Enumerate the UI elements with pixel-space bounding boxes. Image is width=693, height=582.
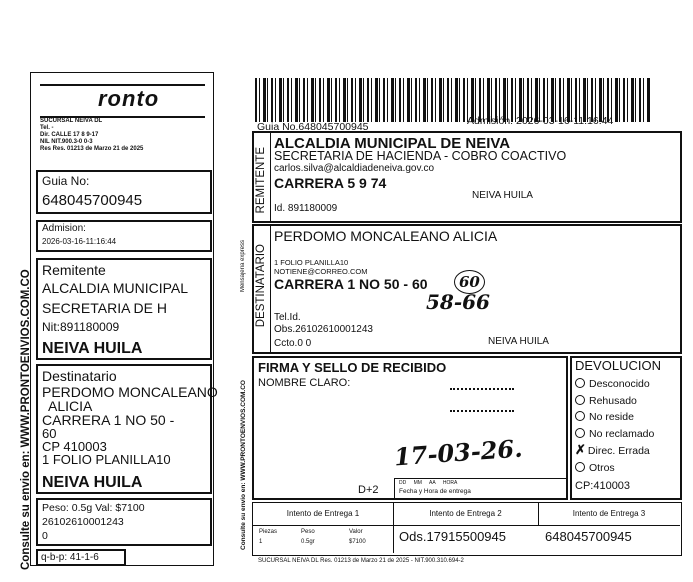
sender-section: [252, 131, 682, 223]
return-option-label: Direc. Errada: [587, 445, 650, 457]
main-side-text-right: Mensajeria express: [240, 240, 246, 293]
sender-dept: SECRETARIA DE HACIENDA - COBRO COACTIVO: [274, 149, 567, 163]
return-option-label: Desconocido: [589, 378, 650, 390]
recipient-line: CP 410003: [42, 439, 107, 454]
hand-circle: 60: [454, 270, 485, 294]
return-option: [575, 393, 654, 410]
recipient-city: NEIVA HUILA: [488, 336, 549, 347]
return-option-label: Rehusado: [589, 394, 637, 407]
recipient-line: PERDOMO MONCALEANO: [42, 384, 218, 400]
recipient-line: ALICIA: [48, 398, 93, 414]
weight-value: 1: [259, 539, 263, 545]
branch-line: Dir. CALLE 17 8 9-17: [40, 132, 99, 138]
admission-label: Admision:: [42, 223, 86, 234]
return-option-label: No reside: [589, 411, 634, 423]
logo-text: ronto: [98, 86, 160, 111]
return-option: [575, 460, 654, 477]
recipient-tab-label: DESTINATARIO: [255, 244, 267, 328]
recipient-ccto: Ccto.0 0: [274, 338, 312, 349]
sender-address: CARRERA 5 9 74: [274, 175, 387, 191]
weight-box: [36, 498, 212, 546]
return-cp: CP:410003: [575, 480, 631, 492]
main-side-text-left: Consulte su envio en: WWW.PRONTOENVIOS.COM.CO: [240, 380, 247, 550]
dplus: D+2: [358, 484, 379, 496]
sender-line: ALCALDIA MUNICIPAL: [42, 280, 189, 296]
company-stamp: [450, 388, 514, 412]
admission-line: Admisión: 2026-03-16-11:16:44: [467, 115, 614, 127]
sender-box: [36, 258, 212, 360]
recipient-obs: Obs.26102610001243: [274, 324, 373, 335]
zero-value: 0: [42, 530, 48, 542]
company-logo: [40, 84, 205, 118]
recipient-line: 60: [42, 426, 57, 441]
date-labels: DD MM AA HORA: [399, 480, 458, 486]
weight-header: Valor: [349, 529, 363, 535]
guide-footer: 648045700945: [545, 529, 632, 544]
return-option: [575, 409, 654, 426]
sender-city: NEIVA HUILA: [42, 340, 143, 357]
attempt-label: Intento de Entrega 2: [429, 509, 502, 518]
weight-value: 0.5gr: [301, 539, 315, 545]
return-option: [575, 442, 654, 460]
attempt-label: Intento de Entrega 1: [286, 509, 360, 518]
sender-email: carlos.silva@alcaldiadeneiva.gov.co: [274, 163, 435, 174]
admission-box: [36, 220, 212, 252]
return-option: [575, 376, 654, 393]
weight-value: Peso: 0.5g Val: $7100: [42, 502, 145, 514]
branch-line: Tel. -: [40, 125, 54, 131]
radio-circle-icon: [575, 428, 585, 438]
return-option-label: Otros: [589, 461, 615, 474]
hand-date: 17-03-26.: [393, 433, 524, 472]
obs-code: 26102610001243: [42, 516, 124, 528]
weight-header: Peso: [301, 529, 315, 535]
admission-value: 2026-03-16-11:16:44: [42, 237, 117, 246]
attempt-label: Intento de Entrega 3: [572, 509, 646, 518]
qbp-value: q-b-p: 41-1-6: [41, 552, 99, 563]
sender-tab-label: REMITENTE: [255, 147, 267, 214]
recipient-box: [36, 364, 218, 494]
return-list: [575, 376, 654, 476]
branch-line: Res Res. 01213 de Marzo 21 de 2025: [40, 146, 144, 152]
radio-circle-icon: [575, 462, 585, 472]
return-option-label: No reclamado: [589, 427, 655, 440]
guide-line: Guia No.648045700945: [257, 121, 369, 133]
recipient-line: CARRERA 1 NO 50 -: [42, 412, 175, 428]
recipient-name: PERDOMO MONCALEANO ALICIA: [274, 228, 498, 244]
weight-value: $7100: [349, 539, 366, 545]
sender-id: Id. 891180009: [274, 203, 338, 214]
attempts-table: [252, 502, 682, 556]
return-title: DEVOLUCION: [575, 358, 661, 373]
branch-line: SUCURSAL NEIVA DL: [40, 118, 103, 124]
recipient-label: Destinatario: [42, 368, 117, 384]
ods-value: Ods.17915500945: [399, 529, 506, 544]
radio-circle-icon: [575, 378, 585, 388]
sender-line: SECRETARIA DE H: [42, 300, 167, 316]
sender-label: Remitente: [42, 262, 106, 278]
left-stub-side-text: Consulte su envio en: WWW.PRONTOENVIOS.COM.CO: [20, 269, 32, 570]
signature-section: [252, 356, 568, 500]
sender-tab: [254, 133, 271, 221]
weight-header: Piezas: [259, 529, 278, 535]
return-option: [575, 426, 654, 443]
recipient-email: NOTIENE@CORREO.COM: [274, 267, 368, 276]
recipient-folio: 1 FOLIO PLANILLA10: [274, 258, 349, 267]
recipient-line: 1 FOLIO PLANILLA10: [42, 452, 171, 467]
date-caption: Fecha y Hora de entrega: [399, 488, 471, 495]
sender-city: NEIVA HUILA: [472, 190, 533, 201]
recipient-tel: Tel.Id.: [274, 312, 301, 323]
qbp-box: [36, 549, 126, 566]
sender-name: ALCALDIA MUNICIPAL DE NEIVA: [274, 135, 511, 152]
guide-number: 648045700945: [42, 192, 143, 209]
checked-x-icon: ✗: [575, 442, 586, 457]
recipient-address: CARRERA 1 NO 50 - 60: [274, 276, 428, 292]
recipient-section: [252, 224, 682, 354]
date-box: [394, 478, 567, 499]
hand-note: 58-66: [426, 290, 490, 314]
clear-name: NOMBRE CLARO:: [258, 377, 351, 389]
branch-line: NIL NIT.900.3-0 0-3: [40, 139, 93, 145]
recipient-city: NEIVA HUILA: [42, 474, 143, 491]
guide-label: Guia No:: [42, 174, 90, 188]
guide-box: [36, 170, 212, 214]
branch-info: [40, 118, 143, 153]
attempt-cell: [538, 503, 680, 526]
attempt-cell: [253, 503, 394, 526]
radio-circle-icon: [575, 411, 585, 421]
sender-line: Nit:891180009: [42, 320, 120, 334]
footer-text: SUCURSAL NEIVA DL Res. 01213 de Marzo 21 de 2025 - NIT.900.310.694-2: [258, 558, 464, 564]
recipient-tab: [254, 226, 271, 352]
signature-title: FIRMA Y SELLO DE RECIBIDO: [258, 360, 447, 375]
radio-circle-icon: [575, 395, 585, 405]
attempt-cell: [393, 503, 539, 526]
return-section: [570, 356, 682, 500]
weight-mini-table: [253, 525, 394, 553]
